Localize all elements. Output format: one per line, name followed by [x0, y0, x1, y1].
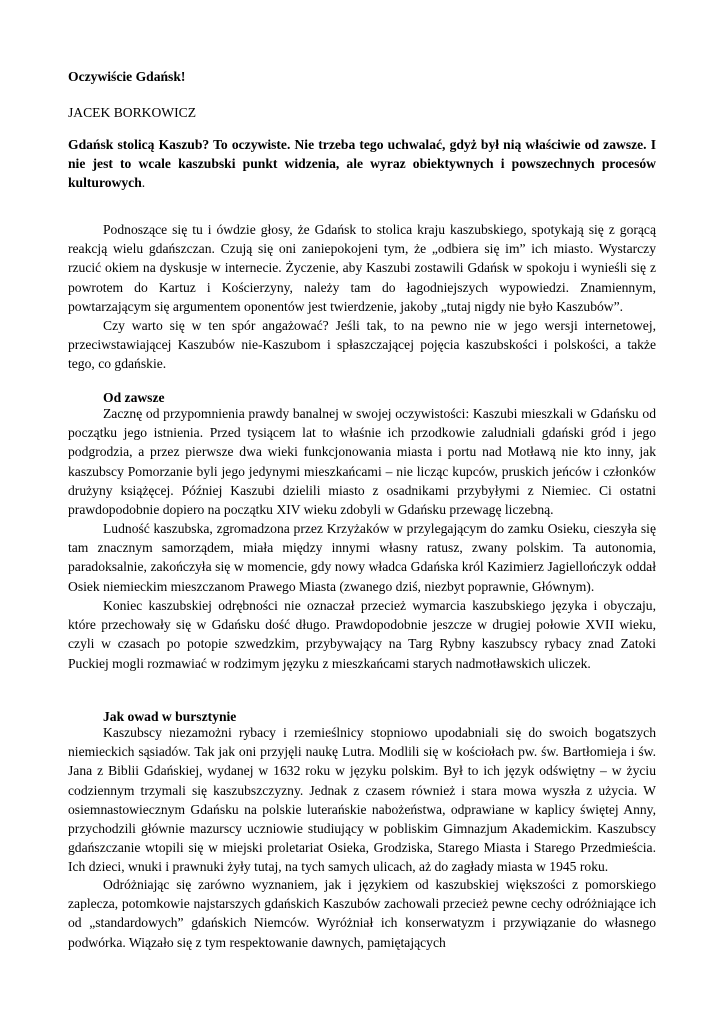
article-lead-text: Gdańsk stolicą Kaszub? To oczywiste. Nie trzeba tego uchwalać, gdyż był nią właściwie od zawsze. I nie jest to wcale kaszubski punkt widzenia, ale wyraz obiektywnych i powszechnych procesów kulturowych — [68, 137, 656, 191]
section-heading-od-zawsze: Od zawsze — [103, 390, 165, 405]
paragraph-6: Kaszubscy niezamożni rybacy i rzemieślnicy stopniowo upodabniali się do swoich bogatszych niemieckich sąsiadów. Tak jak oni przyjęli naukę Lutra. Modlili się w kościołach pw. św. Bartłomieja i św. Jana z Biblii Gdańskiej, wydanej w 1632 roku w języku polskim. Był to ich język odświętny – w życiu codziennym trzymali się kaszubszczyzny. Jednak z czasem również i stara mowa wyszła z użycia. W osiemnastowiecznym Gdańsku na polskie luterańskie nabożeństwa, odprawiane w kaplicy świętej Anny, przychodzili głównie mazurscy uczniowie studiujący w pobliskim Gimnazjum Akademickim. Kaszubscy gdańszczanie wtopili się w miejski proletariat Osieka, Grodziska, Starego Miasta i Starego Przedmieścia. Ich dzieci, wnuki i prawnuki żyły tutaj, na tych samych ulicach, aż do zagłady miasta w 1945 roku. — [68, 725, 656, 875]
paragraph-5: Koniec kaszubskiej odrębności nie oznaczał przecież wymarcia kaszubskiego języka i obyczaju, które przechowały się w Gdańsku dość długo. Prawdopodobnie jeszcze w drugiej połowie XVII wieku, czyli w czasach po potopie szwedzkim, przybywający na Targ Rybny kaszubscy rybacy znad Zatoki Puckiej mogli rozmawiać w rodzimym języku z mieszkańcami starych nadmotławskich uliczek. — [68, 598, 656, 671]
paragraph-7: Odróżniając się zarówno wyznaniem, jak i językiem od kaszubskiej większości z pomorskiego zaplecza, potomkowie najstarszych gdańskich Kaszubów zachowali przecież pewne cechy odróżniające ich od „standardowych” gdańskich Niemców. Wyróżniał ich konserwatyzm i przywiązanie do własnego podwórka. Wiązało się z tym respektowanie dawnych, pamiętających — [68, 877, 656, 950]
paragraph-1: Podnoszące się tu i ówdzie głosy, że Gdańsk to stolica kraju kaszubskiego, spotykają się z gorącą reakcją wielu gdańszczan. Czują się oni zaniepokojeni tym, że „odbiera się im” ich miasto. Wystarczy rzucić okiem na dyskusje w internecie. Życzenie, aby Kaszubi zostawili Gdańsk w spokoju i wynieśli się z powrotem do Kartuz i Kościerzyny, należy tam do łagodniejszych wypowiedzi. Znamiennym, powtarzającym się argumentem oponentów jest twierdzenie, jakoby „tutaj nigdy nie było Kaszubów”. — [68, 222, 656, 314]
article-lead — [68, 135, 656, 193]
paragraph-4: Ludność kaszubska, zgromadzona przez Krzyżaków w przylegającym do zamku Osieku, cieszyła się tam znacznym samorządem, miała między innymi własny ratusz, zwany polskim. Ta autonomia, paradoksalnie, zakończyła się w momencie, gdy nowy władca Gdańska król Kazimierz Jagiellończyk oddał Osiek niemieckim mieszczanom Prawego Miasta (zwanego dziś, niezbyt poprawnie, Głównym). — [68, 521, 656, 594]
paragraph-3: Zacznę od przypomnienia prawdy banalnej w swojej oczywistości: Kaszubi mieszkali w Gdańsku od początku jego istnienia. Przed tysiącem lat to właśnie ich przodkowie zaludniali gdański gród i jego podgrodzia, a przez pierwsze dwa wieki funkcjonowania miasta i portu nad Motławą nie kto inny, jak kaszubscy Pomorzanie byli jego jedynymi mieszkańcami – nie licząc kupców, pruskich jeńców i członków drużyny książęcej. Później Kaszubi dzielili miasto z osadnikami przybyłymi z Niemiec. Ci ostatni prawdopodobnie dopiero na początku XIV wieku zdobyli w Gdańsku przewagę liczebną. — [68, 406, 656, 518]
paragraph-2: Czy warto się w ten spór angażować? Jeśli tak, to na pewno nie w jego wersji internetowej, przeciwstawiającej Kaszubów nie-Kaszubom i spłaszczającej pojęcia kaszubskości i polskości, a także tego, co gdańskie. — [68, 318, 656, 372]
section-heading-jak-owad-w-bursztynie: Jak owad w bursztynie — [103, 709, 237, 724]
article-lead-end: . — [141, 175, 146, 191]
article-title: Oczywiście Gdańsk! — [68, 69, 186, 84]
article-author: JACEK BORKOWICZ — [68, 105, 197, 120]
